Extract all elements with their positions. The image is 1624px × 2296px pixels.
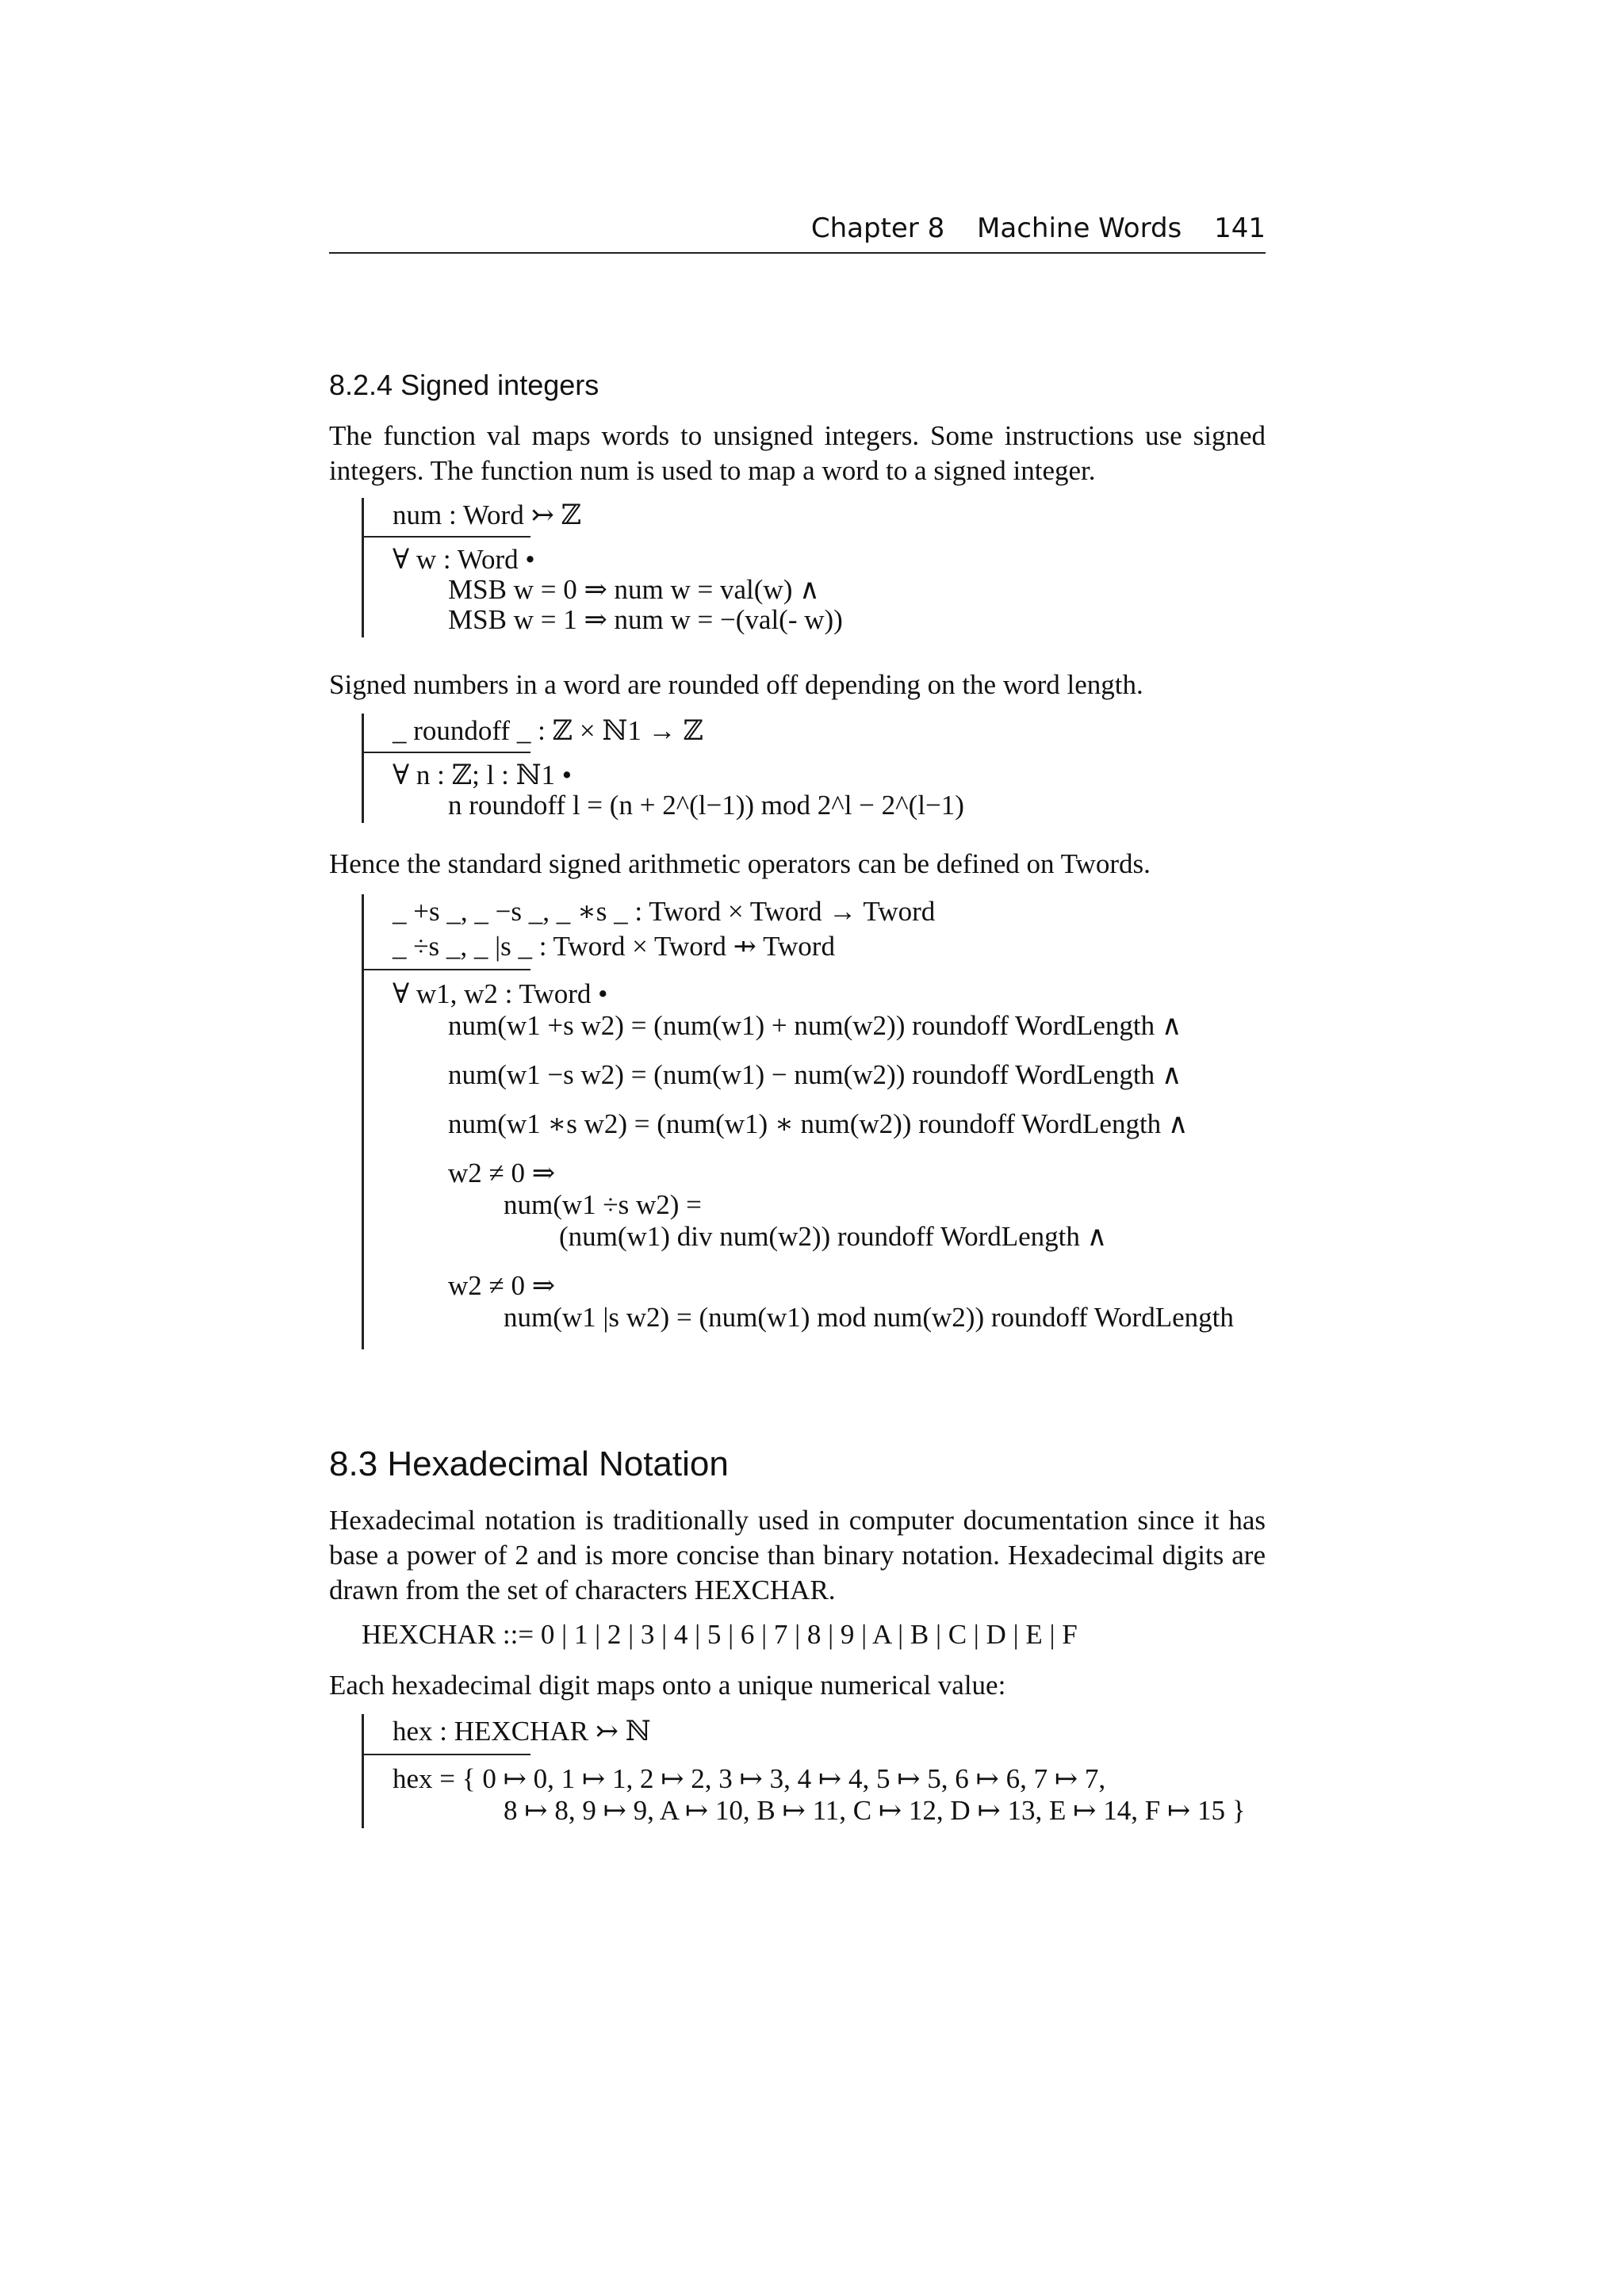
header-title: Machine Words	[977, 212, 1182, 244]
operators-axiom-line: ∀ w1, w2 : Tword •	[393, 978, 608, 1009]
hex-axiom-line: 8 ↦ 8, 9 ↦ 9, A ↦ 10, B ↦ 11, C ↦ 12, D ↦ 13, E ↦ 14, F ↦ 15 }	[504, 1795, 1246, 1826]
schema-divider	[364, 1754, 530, 1755]
hex-declaration: hex : HEXCHAR ↣ ℕ	[393, 1716, 651, 1747]
header-text	[787, 212, 1266, 244]
section-heading-8-2-4: 8.2.4 Signed integers	[329, 369, 599, 401]
schema-divider	[364, 536, 530, 538]
operators-axiom-line: num(w1 +s w2) = (num(w1) + num(w2)) roundoff WordLength ∧	[448, 1010, 1182, 1041]
operators-axiom-line: num(w1 ÷s w2) =	[504, 1189, 702, 1220]
section-heading-8-3: 8.3 Hexadecimal Notation	[329, 1445, 729, 1483]
operators-axiom-line: (num(w1) div num(w2)) roundoff WordLength ∧	[559, 1221, 1108, 1252]
num-declaration: num : Word ↣ ℤ	[393, 499, 582, 530]
schema-divider	[364, 752, 530, 753]
operators-axiom-line: num(w1 ∗s w2) = (num(w1) ∗ num(w2)) roundoff WordLength ∧	[448, 1108, 1189, 1139]
box-bottom-spacer	[364, 1335, 1234, 1349]
roundoff-intro: Signed numbers in a word are rounded off depending on the word length.	[329, 669, 1143, 700]
roundoff-axiom-line: ∀ n : ℤ; l : ℕ1 •	[393, 760, 573, 790]
schema-divider	[364, 969, 530, 970]
operators-axiom-line: w2 ≠ 0 ⇒	[448, 1270, 556, 1301]
operators-axiom-line: num(w1 −s w2) = (num(w1) − num(w2)) roundoff WordLength ∧	[448, 1059, 1182, 1090]
roundoff-axiomatic-box	[362, 714, 964, 823]
header-page-number: 141	[1214, 212, 1266, 244]
operators-intro: Hence the standard signed arithmetic operators can be defined on Twords.	[329, 848, 1151, 879]
num-axiom-line: MSB w = 1 ⇒ num w = −(val(- w))	[448, 604, 843, 635]
hex-intro-paragraph: Hexadecimal notation is traditionally used in computer documentation since it has base a power of 2 and is more concise than binary notation. Hexadecimal digits are drawn from the set of characters HEXCHAR.	[329, 1505, 1266, 1605]
hexchar-definition: HEXCHAR ::= 0 | 1 | 2 | 3 | 4 | 5 | 6 | 7 | 8 | 9 | A | B | C | D | E | F	[362, 1619, 1078, 1650]
num-axiomatic-box	[362, 498, 843, 637]
operators-declaration-2: _ ÷s _, _ |s _ : Tword × Tword ⇸ Tword	[393, 931, 835, 962]
hex-axiomatic-box	[362, 1714, 1246, 1828]
operators-declaration-1: _ +s _, _ −s _, _ ∗s _ : Tword × Tword → Tword	[393, 896, 936, 927]
hex-axiom-line: hex = { 0 ↦ 0, 1 ↦ 1, 2 ↦ 2, 3 ↦ 3, 4 ↦ 4, 5 ↦ 5, 6 ↦ 6, 7 ↦ 7,	[393, 1763, 1106, 1794]
operators-axiom-line: num(w1 |s w2) = (num(w1) mod num(w2)) roundoff WordLength	[504, 1302, 1234, 1333]
operators-axiomatic-box	[362, 894, 1234, 1349]
num-axiom-line: ∀ w : Word •	[393, 544, 535, 575]
operators-axiom-line: w2 ≠ 0 ⇒	[448, 1158, 556, 1188]
num-axiom-line: MSB w = 0 ⇒ num w = val(w) ∧	[448, 574, 820, 605]
roundoff-axiom-line: n roundoff l = (n + 2^(l−1)) mod 2^l − 2^(l−1)	[448, 790, 964, 821]
header-chapter: Chapter 8	[810, 212, 945, 244]
roundoff-declaration: _ roundoff _ : ℤ × ℕ1 → ℤ	[393, 715, 703, 746]
intro-paragraph: The function val maps words to unsigned integers. Some instructions use signed integers. The function num is used to map a word to a signed integer.	[329, 420, 1266, 486]
running-header	[329, 212, 1266, 254]
hex-mapping-intro: Each hexadecimal digit maps onto a unique numerical value:	[329, 1670, 1006, 1701]
